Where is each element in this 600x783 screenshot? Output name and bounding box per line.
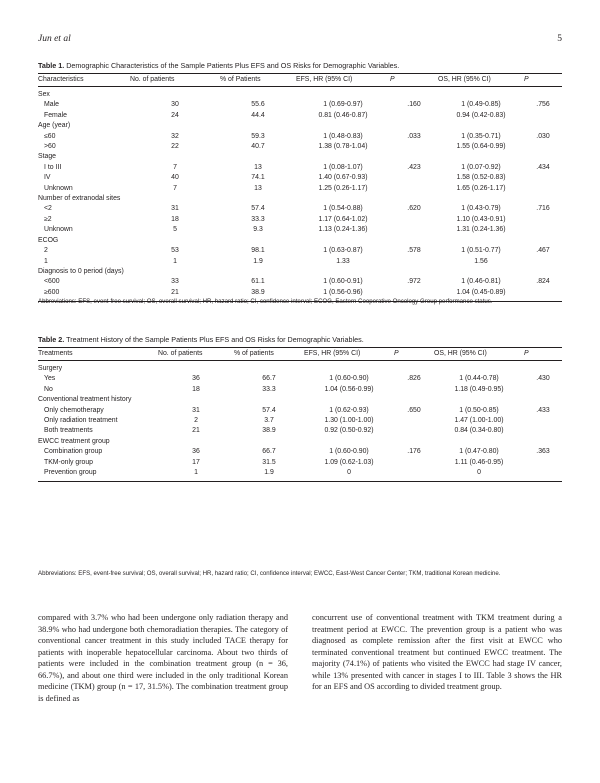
table1-cell: Diagnosis to 0 period (days) xyxy=(38,267,124,275)
table1-cell: ≥2 xyxy=(44,215,52,223)
table1-cell: 1 (0.07-0.92) xyxy=(461,163,501,171)
table1-cell: 44.4 xyxy=(251,111,265,119)
table1-abbreviations: Abbreviations: EFS, event-free survival; OS, overall survival; HR, hazard ratio; CI, confidence interval; ECOG, Eastern Cooperative Oncology Group performance status. xyxy=(38,298,493,305)
table2-cell xyxy=(394,385,434,395)
table1-cell: 21 xyxy=(130,288,220,302)
table1-row xyxy=(38,257,562,267)
table1-cell xyxy=(296,267,390,277)
table2-row xyxy=(38,406,562,416)
table1-cell xyxy=(390,184,438,194)
table1-cell xyxy=(390,173,438,183)
table2-cell: Combination group xyxy=(44,448,103,456)
table2-cell: TKM-only group xyxy=(44,458,94,466)
table2-cell: 1.30 (1.00-1.00) xyxy=(324,417,374,425)
table1-cell: 24 xyxy=(171,111,179,119)
table1-title: Demographic Characteristics of the Sample Patients Plus EFS and OS Risks for Demographic Variables. xyxy=(66,61,400,70)
table1-cell: 1.25 (0.26-1.17) xyxy=(318,184,368,192)
table2-cell: 1.18 (0.49-0.95) xyxy=(454,385,504,393)
table1-group-row xyxy=(38,87,562,101)
table2-cell: Conventional treatment history xyxy=(38,396,132,404)
table1-cell xyxy=(220,194,296,204)
table2-header-os: OS, HR (95% CI) xyxy=(434,348,524,361)
body-text-right-column: concurrent use of conventional treatment with TKM treatment during a treatment period at EWCC. The prevention group is a patient who was diagnosed as complete remission after the first visit at EWCC who terminated conventional treatment but continued EWCC treatment. The majority (74.1%) of patients who visited the EWCC had stage IV cancer, while 13% presented with cancer in stages I to III. Table 3 shows the HR for an EFS and OS according to divided treatment group. xyxy=(312,613,562,691)
table1-cell: 98.1 xyxy=(251,247,265,255)
table1-cell: .620 xyxy=(407,205,421,213)
table1-cell xyxy=(524,142,562,152)
table1-cell: 13 xyxy=(254,184,262,192)
table1-cell xyxy=(390,236,438,246)
table2-cell: 31 xyxy=(192,406,200,414)
table2-cell: 1 (0.60-0.90) xyxy=(329,448,369,456)
table2-cell: Only chemotherapy xyxy=(44,406,104,414)
table1-cell: 1 (0.49-0.85) xyxy=(461,101,501,109)
table1-group-row xyxy=(38,236,562,246)
table1-header-efs: EFS, HR (95% CI) xyxy=(296,74,390,87)
table1-cell: .716 xyxy=(536,205,550,213)
table1-cell: 2 xyxy=(44,247,48,255)
table1-cell: 1.13 (0.24-1.36) xyxy=(318,226,368,234)
table1-cell xyxy=(524,87,562,101)
table1-cell: Number of extranodal sites xyxy=(38,195,121,203)
table2-cell xyxy=(394,395,434,405)
table2-group-row xyxy=(38,361,562,375)
table1-cell: 1 xyxy=(44,257,48,265)
table1-cell: 13 xyxy=(254,163,262,171)
table1-row xyxy=(38,215,562,225)
table1-cell: 55.6 xyxy=(251,101,265,109)
table2-row xyxy=(38,385,562,395)
table1-cell xyxy=(130,267,220,277)
table1-cell: 1.9 xyxy=(253,257,263,265)
table1-row xyxy=(38,225,562,235)
table1-cell: 9.3 xyxy=(253,226,263,234)
table1-cell: 61.1 xyxy=(251,278,265,286)
table1-cell xyxy=(130,152,220,162)
table2-cell xyxy=(304,437,394,447)
table1-cell: 18 xyxy=(171,215,179,223)
table1-cell: 31 xyxy=(171,205,179,213)
table1-cell xyxy=(390,152,438,162)
table2-cell xyxy=(434,437,524,447)
table1-row xyxy=(38,246,562,256)
table1-cell xyxy=(524,152,562,162)
table2-cell xyxy=(524,437,562,447)
table1-cell xyxy=(220,87,296,101)
table1-cell xyxy=(524,236,562,246)
table2-group-row xyxy=(38,437,562,447)
table1-cell: 1.55 (0.64-0.99) xyxy=(456,143,506,151)
table1-cell: 1.38 (0.78-1.04) xyxy=(318,143,368,151)
table1-cell: Male xyxy=(44,101,59,109)
table1-cell xyxy=(390,142,438,152)
table1-cell: 0.81 (0.46-0.87) xyxy=(318,111,368,119)
table1-cell: 7 xyxy=(173,184,177,192)
table1-cell xyxy=(390,257,438,267)
table2-cell: 1.09 (0.62-1.03) xyxy=(324,458,374,466)
table1-label: Table 1. xyxy=(38,61,65,70)
table2-cell xyxy=(524,361,562,375)
table1-cell: .160 xyxy=(407,101,421,109)
table2-cell: .650 xyxy=(407,406,421,414)
table1-cell: 1.40 (0.67-0.93) xyxy=(318,174,368,182)
table2-cell xyxy=(158,437,234,447)
table1-cell: 38.9 xyxy=(220,288,296,302)
table1-cell xyxy=(390,215,438,225)
table2-cell xyxy=(394,437,434,447)
table2-cell xyxy=(524,385,562,395)
table2-cell: 3.7 xyxy=(264,417,274,425)
table2-cell: 1 (0.62-0.93) xyxy=(329,406,369,414)
table1-cell: .467 xyxy=(536,247,550,255)
table2-group-row xyxy=(38,395,562,405)
table1-cell xyxy=(220,152,296,162)
table1-cell xyxy=(438,152,524,162)
table1-cell: 1.31 (0.24-1.36) xyxy=(456,226,506,234)
table1-cell: <600 xyxy=(44,278,60,286)
table1-cell xyxy=(438,236,524,246)
table1-cell: 33.3 xyxy=(251,215,265,223)
table1-cell xyxy=(438,194,524,204)
table1-cell: 1 (0.46-0.81) xyxy=(461,278,501,286)
table2-cell: 21 xyxy=(192,427,200,435)
table1-cell: 1 (0.69-0.97) xyxy=(323,101,363,109)
table1-cell: .824 xyxy=(536,278,550,286)
table2-cell: 66.7 xyxy=(262,375,276,383)
table1-cell xyxy=(390,111,438,121)
table1-row xyxy=(38,142,562,152)
table1-cell xyxy=(390,225,438,235)
table1-cell xyxy=(130,87,220,101)
table1-cell: Unknown xyxy=(44,184,73,192)
table1-cell xyxy=(296,121,390,131)
table2-cell: 0.92 (0.50-0.92) xyxy=(324,427,374,435)
table1-group-row xyxy=(38,194,562,204)
table2-cell: 1 (0.60-0.90) xyxy=(329,375,369,383)
table2-cell: 36 xyxy=(192,375,200,383)
table2-cell xyxy=(524,395,562,405)
table2-cell: 1.11 (0.46-0.95) xyxy=(454,458,504,466)
table2-cell: EWCC treatment group xyxy=(38,437,110,445)
table2-cell: 31.5 xyxy=(262,458,276,466)
table1-cell xyxy=(524,257,562,267)
table1-cell: 1 (0.48-0.83) xyxy=(323,132,363,140)
table2-cell: .430 xyxy=(536,375,550,383)
table1-cell: 0.94 (0.42-0.83) xyxy=(456,111,506,119)
table1-cell: 5 xyxy=(173,226,177,234)
table2-header-percent: % of patients xyxy=(234,348,304,361)
table1-cell: 59.3 xyxy=(251,132,265,140)
table1-cell: 1.56 xyxy=(474,257,488,265)
table2-cell xyxy=(304,361,394,375)
table2-header-patients: No. of patients xyxy=(158,348,234,361)
table2-cell: 1.04 (0.56-0.99) xyxy=(324,385,374,393)
table1-cell: 1.17 (0.64-1.02) xyxy=(318,215,368,223)
table2-cell: 0.84 (0.34-0.80) xyxy=(454,427,504,435)
table1-header-p-os: P xyxy=(524,74,562,87)
table2-cell xyxy=(304,395,394,405)
table2-cell: .826 xyxy=(407,375,421,383)
table1-cell: Unknown xyxy=(44,226,73,234)
table1-cell xyxy=(220,121,296,131)
table2-cell: 1 xyxy=(158,468,234,482)
table1-cell: 30 xyxy=(171,101,179,109)
table1-cell: 1 (0.63-0.87) xyxy=(323,247,363,255)
table1-cell xyxy=(390,267,438,277)
table2-cell xyxy=(234,361,304,375)
table1 xyxy=(38,73,562,302)
table1-cell xyxy=(524,111,562,121)
body-text-left-column: compared with 3.7% who had been undergone only radiation therapy and 38.9% who had undergone both chemoradiation therapies. The category of conventional cancer treatment in this study included TACE therapy for patients with inoperable hepatocellular carcinoma. About two thirds of patients were included in the combination treatment group (n = 36, 66.7%), and about one third were included in the only traditional Korean medicine (TKM) group (n = 17, 31.5%). The combination treatment group is defined as xyxy=(38,613,288,703)
table2-cell xyxy=(524,458,562,468)
table2-cell xyxy=(434,361,524,375)
table2-cell: No xyxy=(44,385,53,393)
table2-abbreviations: Abbreviations: EFS, event-free survival; OS, overall survival; HR, hazard ratio; CI, confidence interval; EWCC, East-West Cancer Center; TKM, traditional Korean medicine. xyxy=(38,570,501,577)
table2-row xyxy=(38,447,562,457)
table1-cell: 1 (0.43-0.79) xyxy=(461,205,501,213)
table1-cell: 1.58 (0.52-0.83) xyxy=(456,174,506,182)
table2-row xyxy=(38,468,562,482)
table1-cell xyxy=(438,87,524,101)
table1-header-p-efs: P xyxy=(390,74,438,87)
table1-cell xyxy=(438,267,524,277)
table1-cell: 40 xyxy=(171,174,179,182)
table2-header-treatments: Treatments xyxy=(38,348,158,361)
table2-row xyxy=(38,426,562,436)
table1-cell: 53 xyxy=(171,247,179,255)
table1-cell xyxy=(220,267,296,277)
table1-cell: ≥600 xyxy=(38,288,130,302)
table1-cell: 7 xyxy=(173,163,177,171)
table2-cell: 0 xyxy=(304,468,394,482)
table1-cell: 1.65 (0.26-1.17) xyxy=(456,184,506,192)
table1-cell: .972 xyxy=(407,278,421,286)
running-head-authors: Jun et al xyxy=(38,34,71,44)
table1-cell xyxy=(130,194,220,204)
table2-cell: Both treatments xyxy=(44,427,93,435)
table1-row xyxy=(38,100,562,110)
table2-cell: 2 xyxy=(194,417,198,425)
table1-cell xyxy=(130,121,220,131)
table1-cell: 57.4 xyxy=(251,205,265,213)
table1-cell: Stage xyxy=(38,153,57,161)
table2-label: Table 2. xyxy=(38,335,65,344)
table1-cell: Sex xyxy=(38,91,50,98)
table1-cell xyxy=(524,121,562,131)
table1-cell: .578 xyxy=(407,247,421,255)
table1-cell xyxy=(296,152,390,162)
table1-cell xyxy=(438,121,524,131)
table2-row xyxy=(38,416,562,426)
table2-cell: Only radiation treatment xyxy=(44,417,118,425)
table1-cell: Age (year) xyxy=(38,122,71,130)
table1-row xyxy=(38,111,562,121)
table2-header-p-os: P xyxy=(524,348,562,361)
table2-cell xyxy=(158,395,234,405)
table2-cell xyxy=(394,468,434,482)
table1-header-characteristics: Characteristics xyxy=(38,74,130,87)
table2-cell xyxy=(394,416,434,426)
table2-cell xyxy=(394,458,434,468)
table1-cell: Female xyxy=(44,111,67,119)
table2-cell: 38.9 xyxy=(262,427,276,435)
table1-cell: <2 xyxy=(44,205,52,213)
table2-cell xyxy=(234,395,304,405)
table1-cell: >60 xyxy=(44,143,56,151)
running-head xyxy=(38,34,562,46)
table1-row xyxy=(38,173,562,183)
table2-cell: 17 xyxy=(192,458,200,466)
table2-cell: .176 xyxy=(407,448,421,456)
table1-cell: 1 (0.54-0.88) xyxy=(323,205,363,213)
table1-cell: 1.33 xyxy=(336,257,350,265)
table2-cell xyxy=(234,437,304,447)
table2-header-p-efs: P xyxy=(394,348,434,361)
table1-cell: 1 (0.56-0.96) xyxy=(296,288,390,302)
table2-cell xyxy=(524,416,562,426)
table2-cell: 1 (0.47-0.80) xyxy=(459,448,499,456)
table1-cell: IV xyxy=(44,174,51,182)
table1-cell: 22 xyxy=(171,143,179,151)
page-number: 5 xyxy=(557,34,562,44)
table2-cell: Surgery xyxy=(38,365,63,372)
table2-cell xyxy=(524,468,562,482)
table1-cell xyxy=(524,267,562,277)
table1-group-row xyxy=(38,267,562,277)
table2-title: Treatment History of the Sample Patients Plus EFS and OS Risks for Demographic Variables. xyxy=(66,335,364,344)
table2-cell: .363 xyxy=(536,448,550,456)
table1-cell xyxy=(524,184,562,194)
table2-cell xyxy=(394,361,434,375)
table1-cell: 1 xyxy=(173,257,177,265)
table1-cell: 1 (0.35-0.71) xyxy=(461,132,501,140)
table1-cell: 32 xyxy=(171,132,179,140)
table1-cell xyxy=(220,236,296,246)
table1-row xyxy=(38,277,562,287)
table1-cell: ECOG xyxy=(38,236,59,244)
table2-row xyxy=(38,458,562,468)
table1-cell: .423 xyxy=(407,163,421,171)
table1-cell: .434 xyxy=(536,163,550,171)
table1-header-patients: No. of patients xyxy=(130,74,220,87)
table1-group-row xyxy=(38,152,562,162)
table2-cell: 18 xyxy=(192,385,200,393)
table2-cell xyxy=(434,395,524,405)
table1-cell xyxy=(390,121,438,131)
table2-cell: 1.9 xyxy=(234,468,304,482)
table2-header-efs: EFS, HR (95% CI) xyxy=(304,348,394,361)
table2-cell xyxy=(158,361,234,375)
table1-cell xyxy=(390,194,438,204)
table1-header-row xyxy=(38,74,562,87)
table2-header-row xyxy=(38,348,562,361)
table2-cell: Yes xyxy=(44,375,56,383)
table1-cell: .033 xyxy=(407,132,421,140)
table1-caption xyxy=(38,61,562,70)
table1-cell: 1.10 (0.43-0.91) xyxy=(456,215,506,223)
table1-cell: 74.1 xyxy=(251,174,265,182)
table1-cell xyxy=(524,173,562,183)
table2-cell: 1 (0.50-0.85) xyxy=(459,406,499,414)
table2-cell: 36 xyxy=(192,448,200,456)
table2-cell xyxy=(394,426,434,436)
table1-cell: 1 (0.51-0.77) xyxy=(461,247,501,255)
table1-cell xyxy=(524,194,562,204)
table1-row xyxy=(38,204,562,214)
table2-cell: 0 xyxy=(434,468,524,482)
table2-row xyxy=(38,374,562,384)
table1-cell: .756 xyxy=(536,101,550,109)
table2-cell: .433 xyxy=(536,406,550,414)
table2-cell: 66.7 xyxy=(262,448,276,456)
table2-cell: 1 (0.44-0.78) xyxy=(459,375,499,383)
table1-cell: 1.04 (0.45-0.89) xyxy=(438,288,524,302)
table2-cell: 33.3 xyxy=(262,385,276,393)
table1-row xyxy=(38,163,562,173)
table1-cell xyxy=(524,215,562,225)
table1-group-row xyxy=(38,121,562,131)
table1-cell: 40.7 xyxy=(251,143,265,151)
table1-cell: I to III xyxy=(44,163,62,171)
table1-header-percent: % of Patients xyxy=(220,74,296,87)
table1-cell: 1 (0.08-1.07) xyxy=(323,163,363,171)
table2-cell: 1.47 (1.00-1.00) xyxy=(454,417,504,425)
table2 xyxy=(38,347,562,482)
table1-row xyxy=(38,132,562,142)
table1-cell: .030 xyxy=(536,132,550,140)
table2-cell xyxy=(524,426,562,436)
table1-cell xyxy=(524,225,562,235)
table2-cell: Prevention group xyxy=(38,468,158,482)
table1-cell: 33 xyxy=(171,278,179,286)
table1-cell xyxy=(390,87,438,101)
table1-header-os: OS, HR (95% CI) xyxy=(438,74,524,87)
table1-cell: 1 (0.60-0.91) xyxy=(323,278,363,286)
table1-cell xyxy=(130,236,220,246)
table1-cell xyxy=(296,194,390,204)
table2-caption xyxy=(38,335,562,344)
table1-cell xyxy=(296,87,390,101)
table1-cell xyxy=(296,236,390,246)
table1-row xyxy=(38,184,562,194)
table2-cell: 57.4 xyxy=(262,406,276,414)
table1-cell: ≤60 xyxy=(44,132,56,140)
